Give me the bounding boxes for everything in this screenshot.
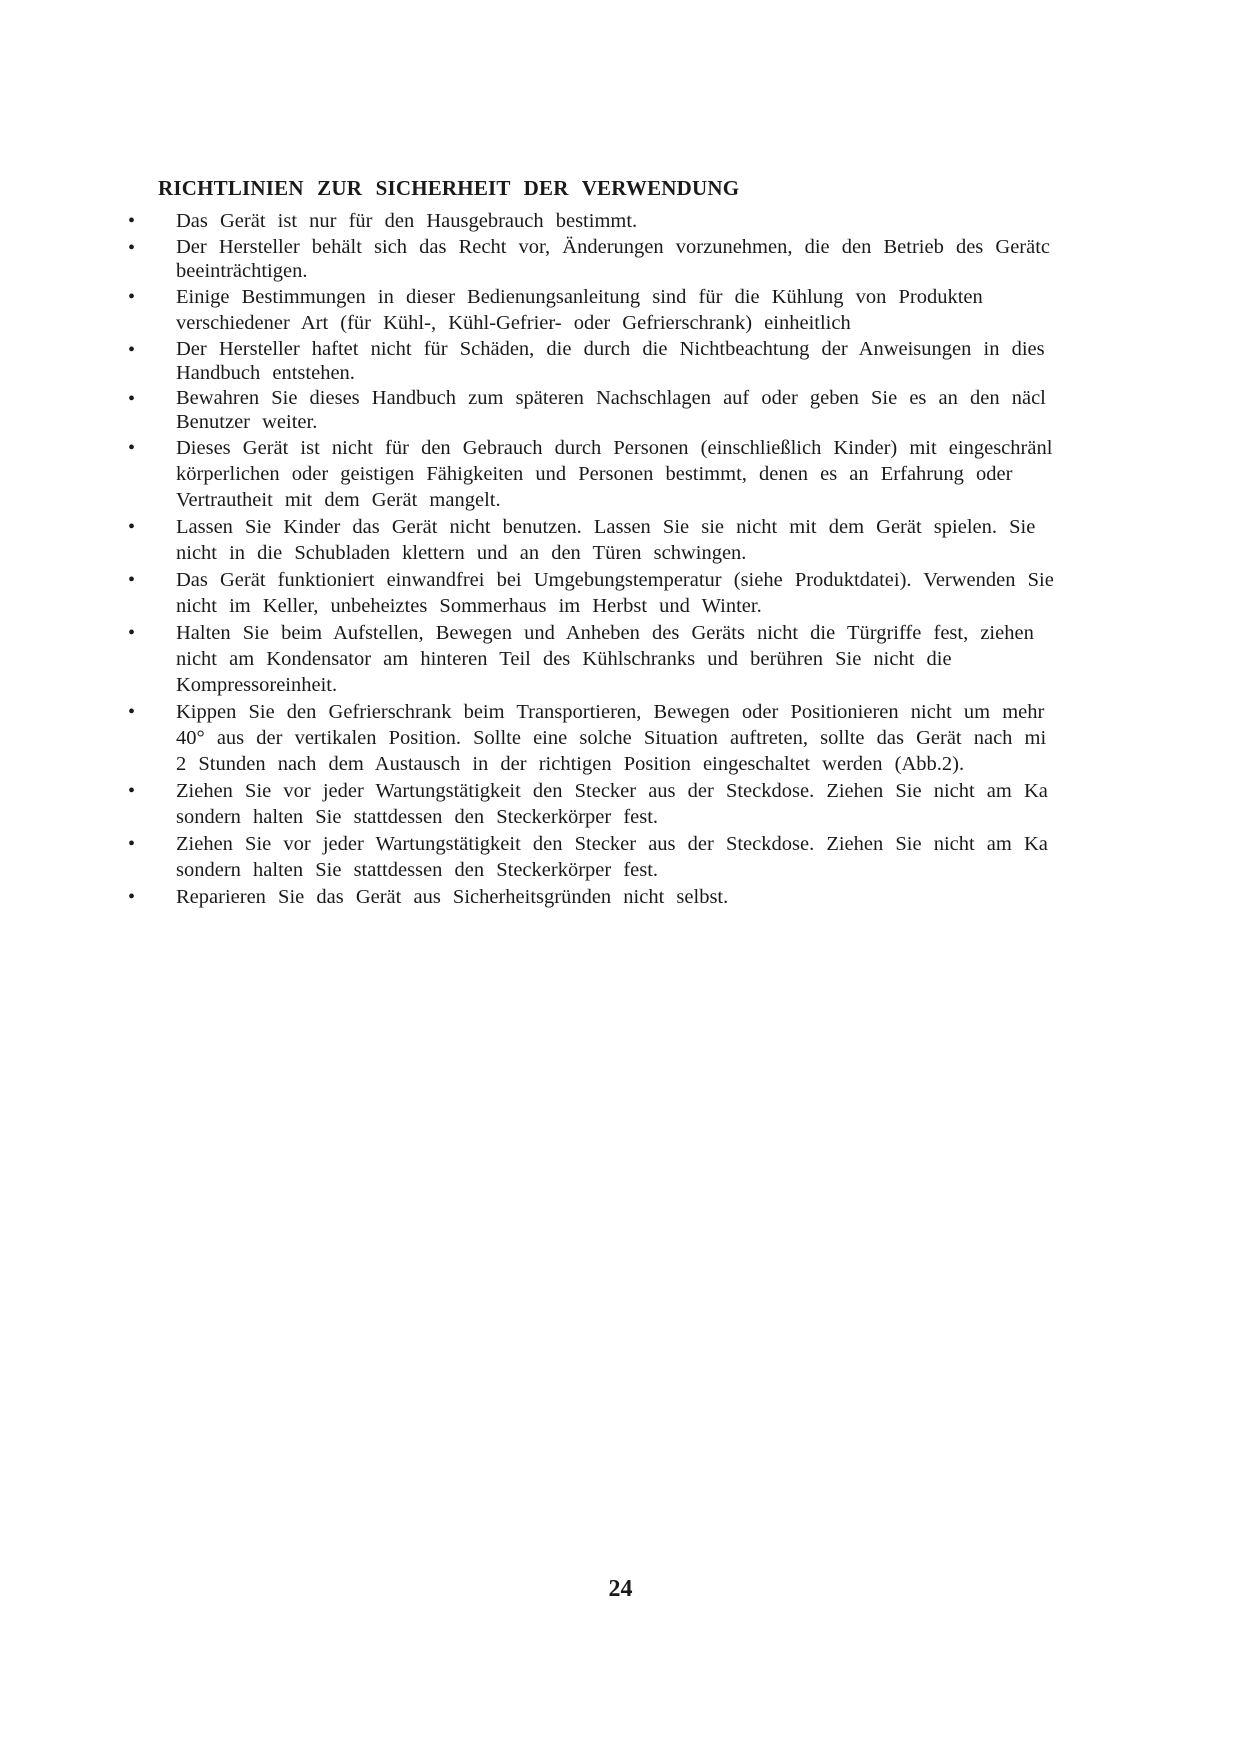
list-item-line: Das Gerät ist nur für den Hausgebrauch bestimmt. [176, 210, 638, 232]
list-item-line: sondern halten Sie stattdessen den Steckerkörper fest. [176, 859, 659, 881]
list-item-line: Handbuch entstehen. [176, 362, 355, 384]
list-item [0, 699, 1241, 777]
bullet-icon: • [128, 701, 136, 723]
list-item-line: sondern halten Sie stattdessen den Steckerkörper fest. [176, 806, 659, 828]
list-item [0, 884, 1241, 910]
list-item-line: Reparieren Sie das Gerät aus Sicherheitsgründen nicht selbst. [176, 886, 729, 908]
bullet-icon: • [128, 388, 136, 410]
bullet-icon: • [128, 780, 136, 802]
list-item-line: Das Gerät funktioniert einwandfrei bei Umgebungstemperatur (siehe Produktdatei). Verwenden Sie [176, 569, 1054, 591]
list-item-line: Dieses Gerät ist nicht für den Gebrauch durch Personen (einschließlich Kinder) mit eingeschränl [176, 437, 1053, 459]
list-item-line: beeinträchtigen. [176, 260, 308, 282]
list-item [0, 337, 1241, 385]
bullet-icon: • [128, 516, 136, 538]
list-item-line: Kompressoreinheit. [176, 674, 338, 696]
list-item [0, 831, 1241, 883]
list-item-line: 40° aus der vertikalen Position. Sollte eine solche Situation auftreten, sollte das Gerät nach mi [176, 727, 1047, 749]
bullet-icon: • [128, 622, 136, 644]
list-item-line: nicht in die Schubladen klettern und an den Türen schwingen. [176, 542, 747, 564]
list-item-line: Vertrautheit mit dem Gerät mangelt. [176, 489, 501, 511]
list-item-line: Der Hersteller behält sich das Recht vor, Änderungen vorzunehmen, die den Betrieb des Gerätc [176, 236, 1051, 258]
list-item [0, 235, 1241, 283]
list-item-line: Der Hersteller haftet nicht für Schäden, die durch die Nichtbeachtung der Anweisungen in dies [176, 338, 1045, 360]
list-item-line: Einige Bestimmungen in dieser Bedienungsanleitung sind für die Kühlung von Produkten [176, 286, 983, 308]
bullet-icon: • [128, 886, 136, 908]
list-item-line: körperlichen oder geistigen Fähigkeiten und Personen bestimmt, denen es an Erfahrung oder [176, 463, 1013, 485]
list-item-line: Ziehen Sie vor jeder Wartungstätigkeit den Stecker aus der Steckdose. Ziehen Sie nicht am Ka [176, 780, 1048, 802]
list-item [0, 620, 1241, 698]
list-item [0, 778, 1241, 830]
list-item-line: nicht im Keller, unbeheiztes Sommerhaus im Herbst und Winter. [176, 595, 762, 617]
list-item [0, 386, 1241, 434]
list-item-line: Bewahren Sie dieses Handbuch zum späteren Nachschlagen auf oder geben Sie es an den näcl [176, 387, 1046, 409]
list-item [0, 435, 1241, 513]
bullet-icon: • [128, 286, 136, 308]
safety-guidelines-list [0, 208, 1241, 911]
list-item-line: Benutzer weiter. [176, 411, 318, 433]
page-number: 24 [608, 1576, 633, 1602]
list-item [0, 567, 1241, 619]
list-item-line: Lassen Sie Kinder das Gerät nicht benutzen. Lassen Sie sie nicht mit dem Gerät spielen. Sie [176, 516, 1036, 538]
section-heading: RICHTLINIEN ZUR SICHERHEIT DER VERWENDUNG [158, 176, 740, 200]
list-item-line: Halten Sie beim Aufstellen, Bewegen und Anheben des Geräts nicht die Türgriffe fest, ziehen [176, 622, 1034, 644]
bullet-icon: • [128, 437, 136, 459]
bullet-icon: • [128, 339, 136, 361]
list-item-line: 2 Stunden nach dem Austausch in der richtigen Position eingeschaltet werden (Abb.2). [176, 753, 965, 775]
bullet-icon: • [128, 569, 136, 591]
bullet-icon: • [128, 833, 136, 855]
list-item [0, 284, 1241, 336]
bullet-icon: • [128, 237, 136, 259]
list-item-line: verschiedener Art (für Kühl-, Kühl-Gefrier- oder Gefrierschrank) einheitlich [176, 312, 851, 334]
bullet-icon: • [128, 210, 136, 232]
list-item [0, 208, 1241, 234]
list-item [0, 514, 1241, 566]
list-item-line: nicht am Kondensator am hinteren Teil des Kühlschranks und berühren Sie nicht die [176, 648, 952, 670]
list-item-line: Ziehen Sie vor jeder Wartungstätigkeit den Stecker aus der Steckdose. Ziehen Sie nicht am Ka [176, 833, 1048, 855]
list-item-line: Kippen Sie den Gefrierschrank beim Transportieren, Bewegen oder Positionieren nicht um mehr [176, 701, 1045, 723]
